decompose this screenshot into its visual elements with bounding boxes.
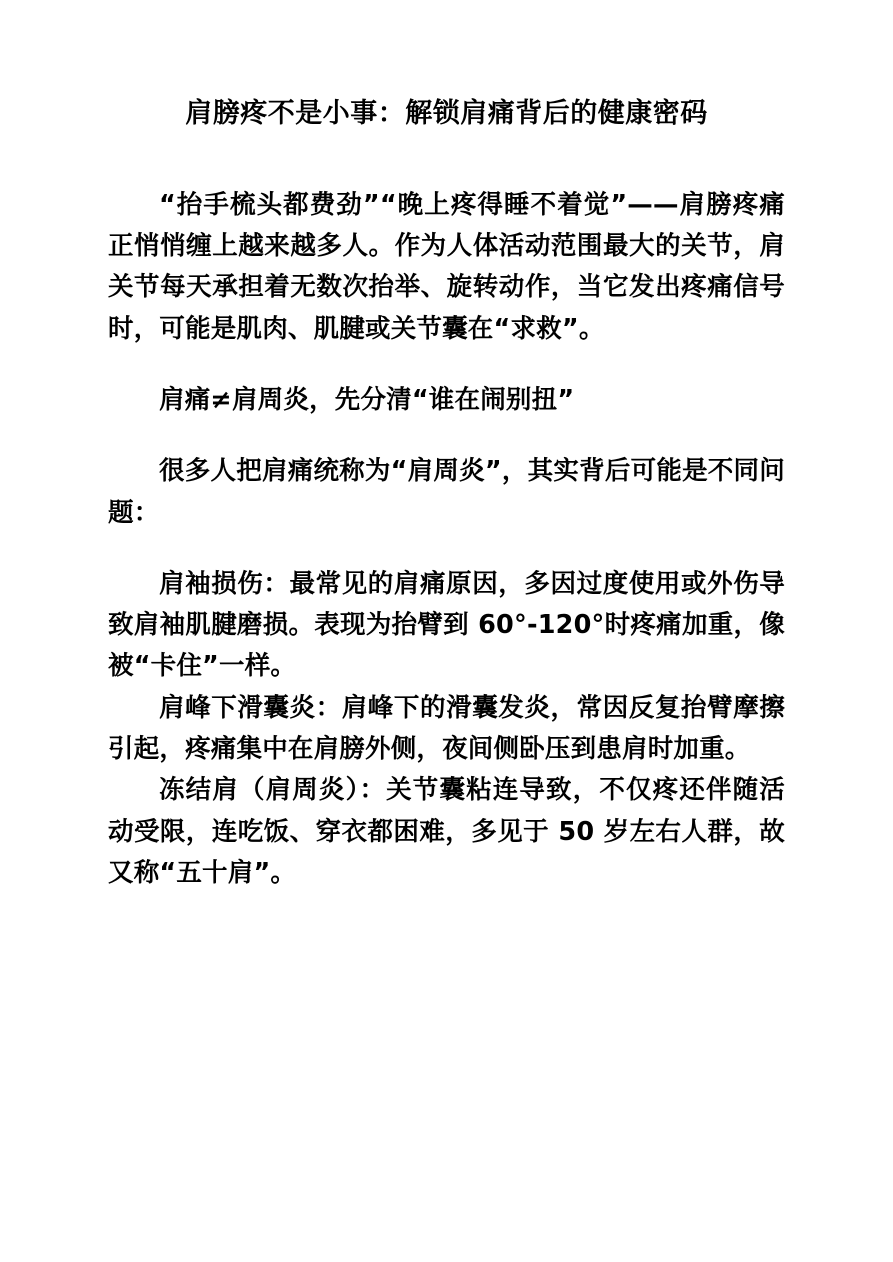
section-intro-paragraph: 很多人把肩痛统称为“肩周炎”，其实背后可能是不同问题： xyxy=(108,456,785,528)
condition-list xyxy=(108,564,785,894)
page-title: 肩膀疼不是小事：解锁肩痛背后的健康密码 xyxy=(185,98,708,129)
intro-paragraph: “抬手梳头都费劲”“晚上疼得睡不着觉”——肩膀疼痛正悄悄缠上越来越多人。作为人体活动范围最大的关节，肩关节每天承担着无数次抬举、旋转动作，当它发出疼痛信号时，可能是肌肉、肌腱或关节囊在“求救”。 xyxy=(108,189,785,344)
section-heading: 肩痛≠肩周炎，先分清“谁在闹别扭” xyxy=(159,384,575,415)
list-item: 肩峰下滑囊炎：肩峰下的滑囊发炎，常因反复抬臂摩擦引起，疼痛集中在肩膀外侧，夜间侧卧压到患肩时加重。 xyxy=(108,692,785,765)
list-item: 肩袖损伤：最常见的肩痛原因，多因过度使用或外伤导致肩袖肌腱磨损。表现为抬臂到 60°-120°时疼痛加重，像被“卡住”一样。 xyxy=(108,568,785,682)
list-item: 冻结肩（肩周炎）：关节囊粘连导致，不仅疼还伴随活动受限，连吃饭、穿衣都困难，多见于 50 岁左右人群，故又称“五十肩”。 xyxy=(108,775,785,888)
